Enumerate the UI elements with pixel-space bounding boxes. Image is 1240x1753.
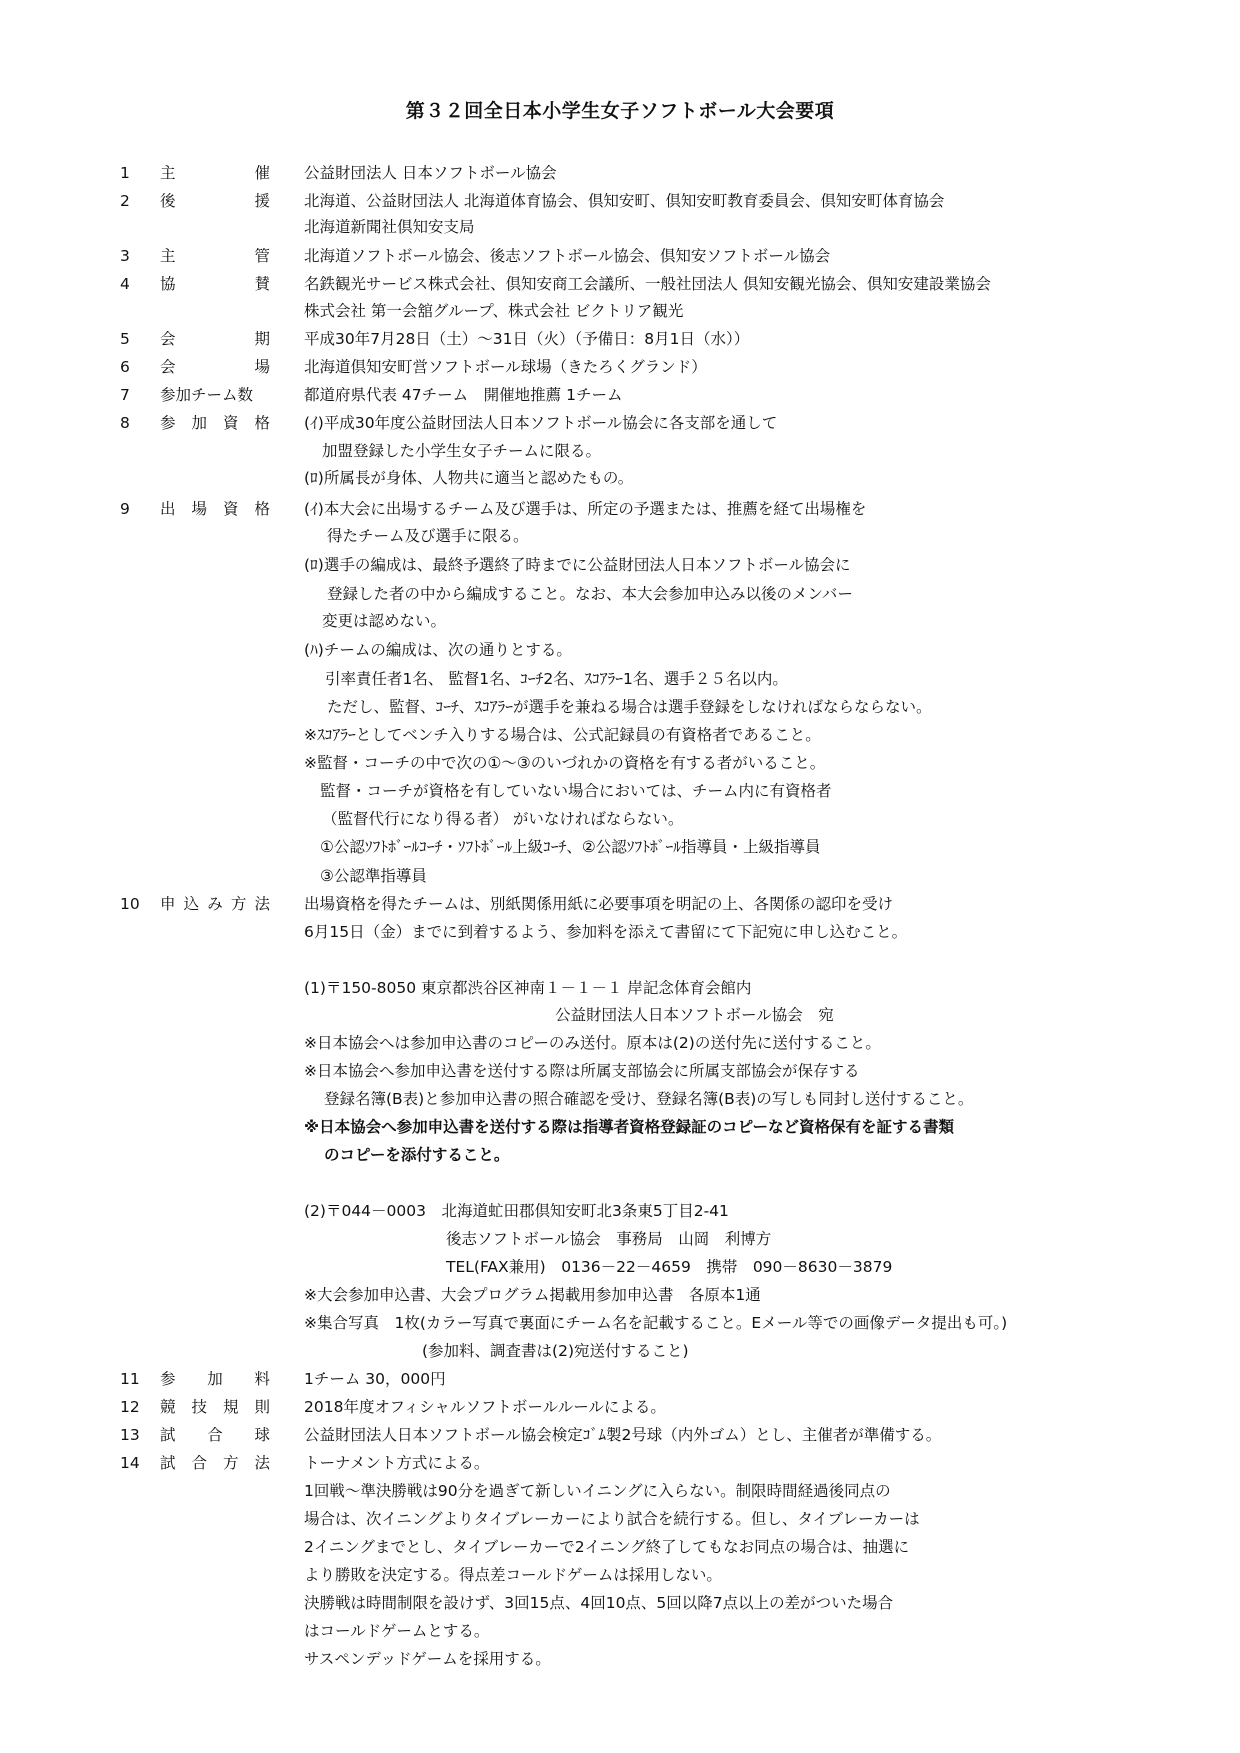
item-label: 会 場 [160,358,270,376]
item-text: 1チーム 30，000円 [304,1370,446,1388]
item-text: (2)〒044－0003 北海道虻田郡倶知安町北3条東5丁目2-41 [304,1202,729,1220]
item-text: 決勝戦は時間制限を設けず、3回15点、4回10点、5回以降7点以上の差がついた場合 [304,1594,894,1612]
item-text: (ｲ)本大会に出場するチーム及び選手は、所定の予選または、推薦を経て出場権を [304,500,867,518]
item-text: 1回戦～準決勝戦は90分を過ぎて新しいイニングに入らない。制限時間経過後同点の [304,1482,891,1500]
item-text: (ﾛ)選手の編成は、最終予選終了時までに公益財団法人日本ソフトボール協会に [304,556,851,574]
item-number: 3 [120,247,130,265]
item-text: 公益財団法人日本ソフトボール協会検定ｺﾞﾑ製2号球（内外ゴム）とし、主催者が準備する。 [304,1426,942,1444]
item-text: （監督代行になり得る者） がいなければならない。 [322,810,684,828]
item-number: 4 [120,275,130,293]
item-label: 出 場 資 格 [160,500,270,518]
item-label: 主 催 [160,164,270,182]
page-title: 第３２回全日本小学生女子ソフトボール大会要項 [405,100,835,122]
item-number: 6 [120,358,130,376]
item-text: ①公認ｿﾌﾄﾎﾞｰﾙｺｰﾁ・ｿﾌﾄﾎﾞｰﾙ上級ｺｰﾁ、②公認ｿﾌﾄﾎﾞｰﾙ指導員・上級指導員 [320,838,821,856]
item-text: 得たチーム及び選手に限る。 [327,527,529,545]
item-text: 2イニングまでとし、タイブレーカーで2イニング終了してもなお同点の場合は、抽選に [304,1538,910,1556]
item-number: 5 [120,330,130,348]
item-text: ③公認準指導員 [320,867,427,885]
item-text: 北海道新聞社倶知安支局 [304,218,475,236]
item-text: 2018年度オフィシャルソフトボールルールによる。 [304,1398,666,1416]
item-text: はコールドゲームとする。 [304,1622,490,1640]
item-text: 北海道ソフトボール協会、後志ソフトボール協会、倶知安ソフトボール協会 [304,247,831,265]
item-text: ※日本協会へ参加申込書を送付する際は所属支部協会に所属支部協会が保存する [304,1062,860,1080]
item-label: 参 加 料 [160,1370,270,1388]
item-text: 場合は、次イニングよりタイブレーカーにより試合を続行する。但し、タイブレーカーは [304,1510,920,1528]
item-text: (1)〒150-8050 東京都渋谷区神南１－１－１ 岸記念体育会館内 [304,979,752,997]
item-number: 8 [120,414,130,432]
item-text: のコピーを添付すること。 [324,1146,510,1164]
item-label: 試 合 方 法 [160,1454,270,1472]
item-text: 変更は認めない。 [322,612,447,630]
item-text: ※日本協会へ参加申込書を送付する際は指導者資格登録証のコピーなど資格保有を証する書類 [304,1118,954,1136]
item-text: ※大会参加申込書、大会プログラム掲載用参加申込書 各原本1通 [304,1286,761,1304]
item-number: 10 [120,895,140,913]
item-text: (参加料、調査書は(2)宛送付すること) [422,1342,689,1360]
item-text: ※日本協会へは参加申込書のコピーのみ送付。原本は(2)の送付先に送付すること。 [304,1034,881,1052]
item-number: 13 [120,1426,140,1444]
item-number: 12 [120,1398,140,1416]
item-number: 14 [120,1454,140,1472]
item-number: 9 [120,500,130,518]
item-text: 加盟登録した小学生女子チームに限る。 [322,442,602,460]
item-text: 引率責任者1名、 監督1名、ｺｰﾁ2名、ｽｺｱﾗｰ1名、選手２５名以内。 [325,670,788,688]
item-text: 北海道、公益財団法人 北海道体育協会、倶知安町、倶知安町教育委員会、倶知安町体育協会 [304,192,945,210]
item-text: 出場資格を得たチームは、別紙関係用紙に必要事項を明記の上、各関係の認印を受け [304,895,894,913]
item-text: 都道府県代表 47チーム 開催地推薦 1チーム [304,386,623,404]
item-text: 公益財団法人日本ソフトボール協会 宛 [555,1006,834,1024]
item-text: 株式会社 第一会舘グループ、株式会社 ビクトリア観光 [304,302,684,320]
item-text: 登録した者の中から編成すること。なお、本大会参加申込み以後のメンバー [327,585,853,603]
item-label: 協 賛 [160,275,270,293]
item-label: 競 技 規 則 [160,1398,270,1416]
item-text: 後志ソフトボール協会 事務局 山岡 利博方 [446,1230,772,1248]
item-text: ※ｽｺｱﾗｰとしてベンチ入りする場合は、公式記録員の有資格者であること。 [304,726,821,744]
item-label: 会 期 [160,330,270,348]
item-text: 北海道倶知安町営ソフトボール球場（きたろくグランド） [304,358,707,376]
item-text: トーナメント方式による。 [304,1454,490,1472]
item-text: 監督・コーチが資格を有していない場合においては、チーム内に有資格者 [320,782,832,800]
item-text: ※監督・コーチの中で次の①～③のいづれかの資格を有する者がいること。 [304,754,826,772]
item-label: 参加チーム数 [160,386,254,404]
item-number: 7 [120,386,130,404]
item-text: (ｲ)平成30年度公益財団法人日本ソフトボール協会に各支部を通して [304,414,778,432]
item-label: 参 加 資 格 [160,414,270,432]
item-number: 1 [120,164,130,182]
item-text: ※集合写真 1枚(カラー写真で裏面にチーム名を記載すること。Eメール等での画像データ提出も可。) [304,1314,1008,1332]
item-label: 申 込 み 方 法 [160,895,270,913]
item-text: (ﾊ)チームの編成は、次の通りとする。 [304,641,572,659]
item-text: ただし、監督、ｺｰﾁ、ｽｺｱﾗｰが選手を兼ねる場合は選手登録をしなければならならない。 [327,698,932,716]
item-number: 11 [120,1370,140,1388]
item-label: 試 合 球 [160,1426,270,1444]
item-label: 主 管 [160,247,270,265]
item-text: サスペンデッドゲームを採用する。 [304,1650,551,1668]
item-text: 公益財団法人 日本ソフトボール協会 [304,164,557,182]
item-text: 名鉄観光サービス株式会社、倶知安商工会議所、一般社団法人 倶知安観光協会、倶知安建設業協会 [304,275,991,293]
item-text: より勝敗を決定する。得点差コールドゲームは採用しない。 [304,1566,722,1584]
item-number: 2 [120,192,130,210]
item-text: 登録名簿(B表)と参加申込書の照合確認を受け、登録名簿(B表)の写しも同封し送付すること。 [324,1090,974,1108]
item-text: (ﾛ)所属長が身体、人物共に適当と認めたもの。 [304,469,634,487]
item-text: 6月15日（金）までに到着するよう、参加料を添えて書留にて下記宛に申し込むこと。 [304,923,908,941]
item-label: 後 援 [160,192,270,210]
item-text: 平成30年7月28日（土）～31日（火）（予備日：8月1日（水）） [304,330,750,348]
item-text: TEL(FAX兼用) 0136－22－4659 携帯 090－8630－3879 [446,1258,893,1276]
